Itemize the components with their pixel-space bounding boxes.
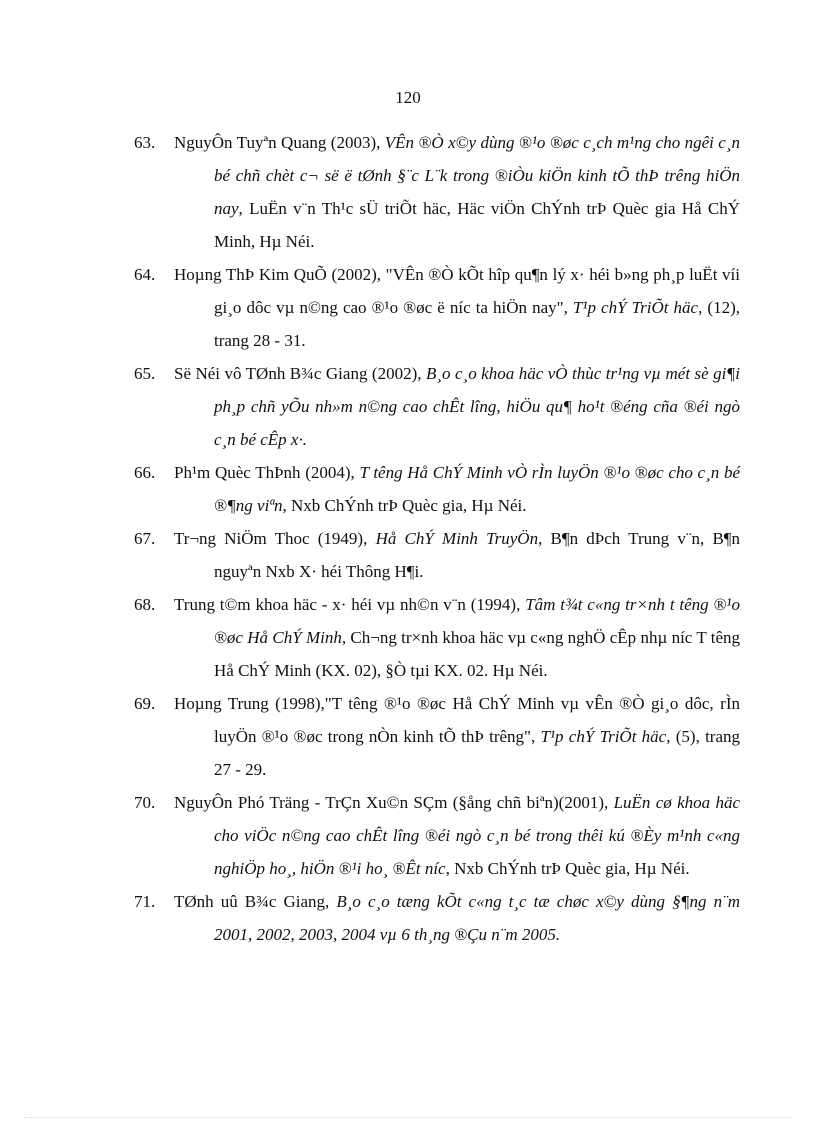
reference-text xyxy=(174,357,740,456)
reference-text xyxy=(174,456,740,522)
reference-segment: Trung t©m khoa häc - x· héi vµ nh©n v¨n (1994), xyxy=(174,595,526,614)
reference-item xyxy=(134,258,740,357)
reference-segment: Hoµng ThÞ Kim QuÕ (2002), "VÊn ®Ò kÕt hîp qu¶n lý x· héi b»ng ph¸p luËt víi gi¸o dôc vµ n©ng cao ®¹o ®øc ë níc ta hiÖn nay", xyxy=(174,265,740,317)
reference-segment: NguyÔn Phó Träng - TrÇn Xu©n SÇm (§ång chñ biªn)(2001), xyxy=(174,793,614,812)
reference-item xyxy=(134,786,740,885)
reference-text xyxy=(174,522,741,588)
reference-title: LuËn cø khoa häc cho viÖc n©ng cao chÊt lîng ®éi ngò c¸n bé trong thêi kú ®Èy m¹nh c«ng nghiÖp ho¸, hiÖn ®¹i ho¸ ®Êt níc xyxy=(214,793,740,878)
reference-number: 63. xyxy=(134,133,156,152)
reference-text xyxy=(174,126,740,258)
reference-number: 70. xyxy=(134,793,156,812)
reference-number: 68. xyxy=(134,595,156,614)
reference-title: T têng Hå ChÝ Minh vÒ rÌn luyÖn ®¹o ®øc cho c¸n bé ®¶ng viªn xyxy=(214,463,740,515)
reference-item xyxy=(134,588,740,687)
page-number: 120 xyxy=(395,88,421,107)
reference-number: 66. xyxy=(134,463,156,482)
reference-segment: , (5), trang 27 - 29. xyxy=(214,727,741,779)
reference-segment: Ph¹m Quèc ThÞnh (2004), xyxy=(174,463,360,482)
reference-item xyxy=(134,456,740,522)
reference-segment: , B¶n dÞch Trung v¨n, B¶n nguyªn Nxb X· héi Thông H¶i. xyxy=(214,529,741,581)
reference-item xyxy=(134,357,740,456)
reference-text xyxy=(174,258,741,357)
reference-text xyxy=(174,687,741,786)
reference-title: VÊn ®Ò x©y dùng ®¹o ®øc c¸ch m¹ng cho ngêi c¸n bé chñ chèt c¬ së ë tØnh §¨c L¨k trong ®iÒu kiÖn kinh tÕ thÞ trêng hiÖn nay xyxy=(214,133,740,218)
reference-item xyxy=(134,687,740,786)
reference-text xyxy=(174,786,740,885)
reference-segment: TØnh uû B¾c Giang, xyxy=(174,892,337,911)
footer-divider xyxy=(24,1117,792,1118)
reference-title: B¸o c¸o khoa häc vÒ thùc tr¹ng vµ mét sè gi¶i ph¸p chñ yÕu nh»m n©ng cao chÊt lîng, hiÖu qu¶ ho¹t ®éng cña ®éi ngò c¸n bé cÊp x·. xyxy=(214,364,740,449)
reference-number: 65. xyxy=(134,364,156,383)
reference-title: Tâm t¾t c«ng tr×nh t têng ®¹o ®øc Hå ChÝ Minh xyxy=(214,595,740,647)
reference-item xyxy=(134,522,740,588)
reference-segment: , Nxb ChÝnh trÞ Quèc gia, Hµ Néi. xyxy=(282,496,527,515)
reference-item xyxy=(134,885,740,951)
reference-list xyxy=(134,126,740,951)
reference-title: Hå ChÝ Minh TruyÖn xyxy=(375,529,539,548)
reference-segment: , Nxb ChÝnh trÞ Quèc gia, Hµ Néi. xyxy=(445,859,690,878)
reference-item xyxy=(134,126,740,258)
reference-number: 64. xyxy=(134,265,156,284)
reference-segment: Tr¬ng NiÖm Thoc (1949), xyxy=(174,529,376,548)
reference-number: 67. xyxy=(134,529,156,548)
reference-title: T¹p chÝ TriÕt häc xyxy=(572,298,699,317)
reference-segment: , Ch¬ng tr×nh khoa häc vµ c«ng nghÖ cÊp nhµ níc T têng Hå ChÝ Minh (KX. 02), §Ò tµi KX. 02. Hµ Néi. xyxy=(214,628,741,680)
reference-title: T¹p chÝ TriÕt häc xyxy=(540,727,667,746)
reference-segment: Së Néi vô TØnh B¾c Giang (2002), xyxy=(174,364,426,383)
reference-title: B¸o c¸o tæng kÕt c«ng t¸c tæ chøc x©y dùng §¶ng n¨m 2001, 2002, 2003, 2004 vµ 6 th¸ng ®Çu n¨m 2005. xyxy=(214,892,741,944)
reference-segment: Hoµng Trung (1998),"T têng ®¹o ®øc Hå ChÝ Minh vµ vÊn ®Ò gi¸o dôc, rÌn luyÖn ®¹o ®øc trong nÒn kinh tÕ thÞ trêng", xyxy=(174,694,740,746)
reference-segment: , (12), trang 28 - 31. xyxy=(214,298,741,350)
reference-number: 71. xyxy=(134,892,156,911)
reference-text xyxy=(174,588,741,687)
reference-segment: , LuËn v¨n Th¹c sÜ triÕt häc, Häc viÖn ChÝnh trÞ Quèc gia Hå ChÝ Minh, Hµ Néi. xyxy=(214,199,740,251)
reference-text xyxy=(174,885,741,951)
reference-segment: NguyÔn Tuyªn Quang (2003), xyxy=(174,133,385,152)
reference-number: 69. xyxy=(134,694,156,713)
